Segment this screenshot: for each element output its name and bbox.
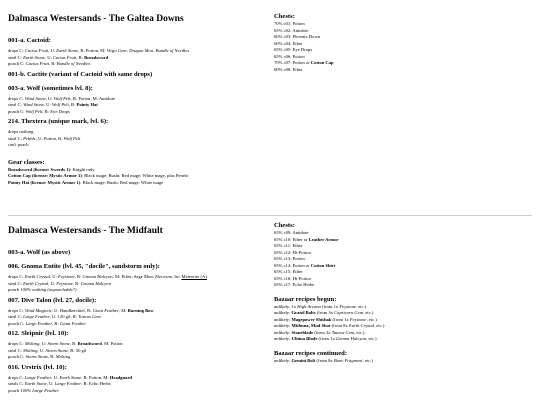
text-run: , R:: [76, 54, 85, 60]
text-run: Molting: [55, 354, 71, 359]
text-run: , Isr:: [171, 274, 182, 279]
text-run: Bone Fragment: [333, 357, 363, 363]
text-run: Taurus Gem: [331, 329, 355, 335]
text-run: , R:: [47, 354, 56, 359]
monster-heading: 214. Thextera (unique mark, lvl. 6):: [8, 118, 109, 125]
text-run: Storm Stone: [45, 347, 68, 353]
text-run: Broadsword (license: Swords 1): [8, 166, 71, 172]
text-run: High Arcana: [297, 303, 321, 309]
monster-heading: 006. Gnoma Entite (lvl. 45, "docile", sandstorm only):: [8, 263, 160, 270]
text-run: Cactus Fruit: [52, 54, 77, 60]
section1-title: Dalmasca Westersands - The Galtea Downs: [8, 14, 184, 24]
text-run: poach C:: [8, 320, 26, 326]
text-run: Wolf Pelt: [53, 95, 71, 101]
text-run: Feystone: [349, 316, 367, 322]
text-run: , M: Ether; Sage Mon:: [112, 274, 156, 279]
text-run: Stoneblade: [291, 329, 314, 335]
text-run: : Black mage; Bushi; Red mage; White mage: [80, 179, 164, 185]
text-run: , U: 120 gil, R:: [49, 314, 79, 319]
text-run: Broadsword: [84, 54, 109, 60]
text-run: Earth Stone: [59, 374, 82, 380]
text-run: , etc.): [374, 323, 385, 328]
text-run: Molting: [23, 347, 38, 353]
text-run: : Knight only: [70, 166, 95, 172]
text-run: (from 8x: [315, 357, 334, 363]
text-run: Leather Armor: [308, 236, 339, 242]
text-run: drops C:: [8, 341, 25, 346]
text-run: unlikely:: [274, 323, 292, 328]
bazaar-continued-heading: Bazaar recipes continued:: [274, 349, 348, 357]
text-run: Gnoma Halcyon: [82, 274, 113, 279]
text-run[interactable]: Meteorite (A): [181, 274, 207, 279]
bazaar-heading: Bazaar recipes begun:: [274, 295, 337, 303]
text-run: steal C:: [8, 314, 24, 319]
text-run: steals C:: [8, 381, 25, 386]
text-run: , R: Potion, M:: [78, 48, 107, 53]
gear-class-line: [8, 180, 266, 187]
text-run: Gnoma Halcyon: [335, 336, 367, 341]
monster-heading: 012. Sleipnir (lvl. 10):: [8, 330, 69, 337]
monster-entry: [8, 71, 266, 85]
text-run: Grand Bolts: [291, 310, 316, 315]
monster-entry: [8, 249, 266, 263]
text-run: , U:: [43, 102, 52, 107]
text-run: (from 8x: [330, 323, 349, 328]
text-run: : Black mage; Bushi; Red mage; White mage, plus Penelo: [81, 173, 189, 178]
text-run: 60% c04: Ether: [274, 40, 303, 46]
text-run: Wolf Pelt: [25, 108, 43, 114]
text-run: Eye Drops: [50, 108, 70, 114]
text-run: drops C:: [8, 48, 25, 53]
text-run: , R:: [52, 320, 60, 326]
text-run: , etc.): [354, 329, 365, 335]
text-run: drops C:: [8, 95, 25, 101]
text-run: , etc.): [355, 303, 367, 309]
text-run: , U:: [45, 95, 54, 101]
text-run: Earth Crystal: [348, 323, 375, 328]
text-run: Wind Stone: [24, 95, 46, 101]
text-run: 65% c12: Hi-Potion: [274, 249, 311, 255]
gear-classes-heading: Gear classes:: [8, 158, 45, 166]
text-run: unlikely:: [274, 336, 292, 341]
section2-left: [8, 226, 266, 397]
text-run: Gemini Bolt: [291, 357, 316, 363]
text-run: Cotton Cap (license: Mystic Armor 1): [8, 173, 82, 178]
text-run: poach C:: [8, 354, 26, 359]
text-run: Ultima Blade: [291, 336, 318, 341]
text-run: , R:: [48, 61, 57, 66]
chests-heading: Chests:: [274, 222, 295, 229]
text-run: 65% c06: Potion: [274, 53, 305, 59]
text-run: Earth Stone: [24, 381, 47, 386]
text-run: Earth Stone: [56, 48, 79, 53]
text-run: poach C:: [8, 61, 26, 66]
text-run: unlikely:: [274, 310, 292, 315]
text-run: Electrum: [155, 274, 172, 279]
text-run: Wolf Pelt: [63, 135, 81, 141]
text-run: can't poach: [8, 142, 29, 147]
text-run: 65% c15: Ether: [274, 269, 303, 274]
text-run: 65% c17: Echo Herbs: [274, 282, 315, 287]
text-run: Bundle of Needles: [56, 61, 91, 66]
section2-right: [274, 222, 536, 364]
text-run: , U:: [48, 280, 57, 286]
text-run: Capricorn Gem: [334, 310, 364, 315]
text-run: 65% c14: Potion or: [274, 262, 311, 268]
text-run: Magepower Shishak: [291, 316, 332, 322]
chest-line: [274, 67, 536, 74]
text-run: unlikely:: [274, 316, 292, 322]
text-run: Large Feather: [25, 320, 53, 326]
text-run: , R:: [69, 341, 78, 346]
text-run: , U:: [44, 54, 53, 60]
text-run: Mithuna, Mud Shot: [291, 323, 331, 328]
text-run: Feystone: [58, 274, 75, 279]
text-run: (from 3x: [315, 310, 335, 315]
text-run: , etc.): [363, 310, 374, 315]
text-run: , U:: [50, 274, 59, 279]
text-run: , etc.): [366, 316, 377, 322]
monster-heading: 003-a. Wolf (sometimes lvl. 8):: [8, 84, 93, 92]
section1-monster-list: [8, 37, 266, 152]
text-run: steal C:: [8, 280, 24, 286]
text-run: steal C:: [8, 102, 24, 107]
monster-heading: 007. Dive Talon (lvl. 27, docile):: [8, 296, 97, 304]
text-run: Cotton Cap: [310, 60, 334, 65]
text-run: (from 1x: [331, 316, 350, 322]
text-run: , R:: [72, 280, 81, 286]
text-run: 65% c10: Ether or: [274, 236, 309, 242]
monster-heading: 003-a. Wolf (as above): [8, 249, 71, 256]
gear-classes-list: [8, 167, 266, 187]
text-run: Storm Stone: [47, 341, 70, 346]
chests-heading: Chests:: [274, 13, 295, 20]
text-run: Giant Feather: [92, 307, 119, 313]
text-run: Large Feather: [24, 374, 52, 380]
text-run: Storm Stone: [25, 354, 48, 359]
text-run: Gnoma Halcyon: [80, 280, 111, 286]
text-run: 60% c03: Phoenix Down: [274, 34, 321, 39]
text-run: , R:: [68, 102, 77, 107]
text-run: Cactus Fruit: [25, 61, 49, 66]
text-run: poach 100% nothing (unpoachable?): [8, 287, 77, 292]
text-run: Wind Stone: [23, 102, 44, 107]
monster-entry: [8, 263, 266, 297]
text-run: steal C:: [8, 54, 24, 60]
text-run: , R:: [74, 274, 83, 279]
text-run: Giant Feather: [59, 320, 87, 326]
section1-left: [8, 14, 266, 186]
text-run: 70% c07: Potion or: [274, 60, 311, 65]
text-run: , U: Potion, R:: [35, 135, 64, 141]
monster-heading: 001-b. Cactite (variant of Cactoid with same drops): [8, 70, 153, 78]
text-run: Earth Crystal: [24, 274, 50, 279]
text-run: Burning Bow: [127, 307, 154, 313]
chests-list: [274, 230, 536, 289]
text-run: , U: Handkerchief, R:: [51, 307, 93, 313]
monster-entry: [8, 85, 266, 119]
text-run: 65% c13: Potion: [274, 256, 305, 261]
monster-heading: 016. Urstrix (lvl. 10):: [8, 363, 67, 371]
text-run: steal C:: [8, 135, 24, 141]
section2-monster-list: [8, 249, 266, 397]
monster-entry: [8, 364, 266, 398]
text-run: Pebble: [23, 135, 36, 141]
section1-right: [274, 13, 536, 73]
text-run: , U:: [51, 374, 60, 380]
text-run: , M: Potion: [101, 341, 123, 346]
text-run: 70% c01: Potion: [274, 21, 305, 26]
text-run: unlikely:: [274, 357, 292, 363]
chests-list: [274, 21, 536, 73]
text-run: 60% c08: Ether: [274, 66, 303, 72]
text-run: Large Feather: [54, 381, 82, 386]
text-run: Pointy Hat: [76, 102, 98, 107]
text-run: unlikely:: [274, 329, 292, 335]
text-run: Virgo Gem; Dragon Mon: Bundle of Needles: [106, 48, 190, 53]
monster-heading: 001-a. Cactoid:: [8, 37, 51, 44]
monster-entry: [8, 37, 266, 71]
text-run: Cotton Shirt: [310, 262, 336, 268]
bazaar-line: [274, 358, 536, 365]
text-run: 65% c11: Ether: [274, 243, 303, 248]
text-run: Wind Magicite: [24, 307, 52, 313]
text-run: steal C:: [8, 347, 24, 353]
text-run: Taurus Gem: [78, 314, 101, 319]
monster-entry: [8, 330, 266, 364]
text-run: drops C:: [8, 274, 25, 279]
monster-entry: [8, 297, 266, 331]
bazaar-list: [274, 304, 536, 343]
text-run: drops nothing: [8, 129, 34, 134]
text-run: 65% c05: Eye Drops: [274, 47, 313, 52]
text-run: Broadsword: [77, 341, 102, 346]
section2-title: Dalmasca Westersands - The Midfault: [8, 226, 163, 236]
text-run: (from 1x: [317, 336, 336, 341]
text-run: Wolf Pelt: [51, 102, 69, 107]
text-run: Molting: [24, 341, 40, 346]
text-run: drops C:: [8, 307, 25, 313]
text-run: Earth Crystal: [23, 280, 49, 286]
text-run: Cactus Fruit: [24, 48, 49, 53]
text-run: unlikely: 1x: [274, 303, 298, 309]
text-run: , R:: [42, 108, 51, 114]
text-run: , U:: [39, 341, 48, 346]
text-run: 65% c16: Hi-Potion: [274, 275, 311, 281]
text-run: , R: 30 gil: [68, 347, 87, 353]
monster-entry: [8, 118, 266, 152]
text-run: , etc.): [362, 357, 373, 363]
text-run: , R: Potion, M:: [81, 374, 110, 380]
text-run: , M:: [118, 307, 128, 313]
text-run: Pointy Hat (license: Mystic Armor 1): [8, 179, 81, 185]
section-divider: [8, 215, 532, 216]
text-run: poach 100% Large Feather: [8, 387, 59, 393]
text-run: 65% c02: Antidote: [274, 27, 309, 33]
text-run: , R: Echo Herbs: [81, 381, 111, 386]
text-run: Earth Stone: [23, 54, 45, 60]
text-run: Large Feather: [23, 314, 50, 319]
text-run: Feystone: [339, 303, 356, 309]
text-run: , U:: [48, 48, 57, 53]
text-run: (from 1x: [320, 303, 340, 309]
text-run: , U:: [37, 347, 46, 353]
text-run: Feystone: [56, 280, 73, 286]
text-run: poach C:: [8, 108, 26, 114]
bazaar-continued-list: [274, 358, 536, 365]
text-run: drops C:: [8, 374, 25, 380]
text-run: , R: Potion, M: Antidote: [70, 95, 115, 101]
text-run: , etc.): [366, 336, 377, 341]
text-run: Headguard: [109, 374, 133, 380]
text-run: (from 3x: [313, 329, 332, 335]
text-run: 65% c09: Antidote: [274, 230, 309, 235]
text-run: , U:: [46, 381, 55, 386]
